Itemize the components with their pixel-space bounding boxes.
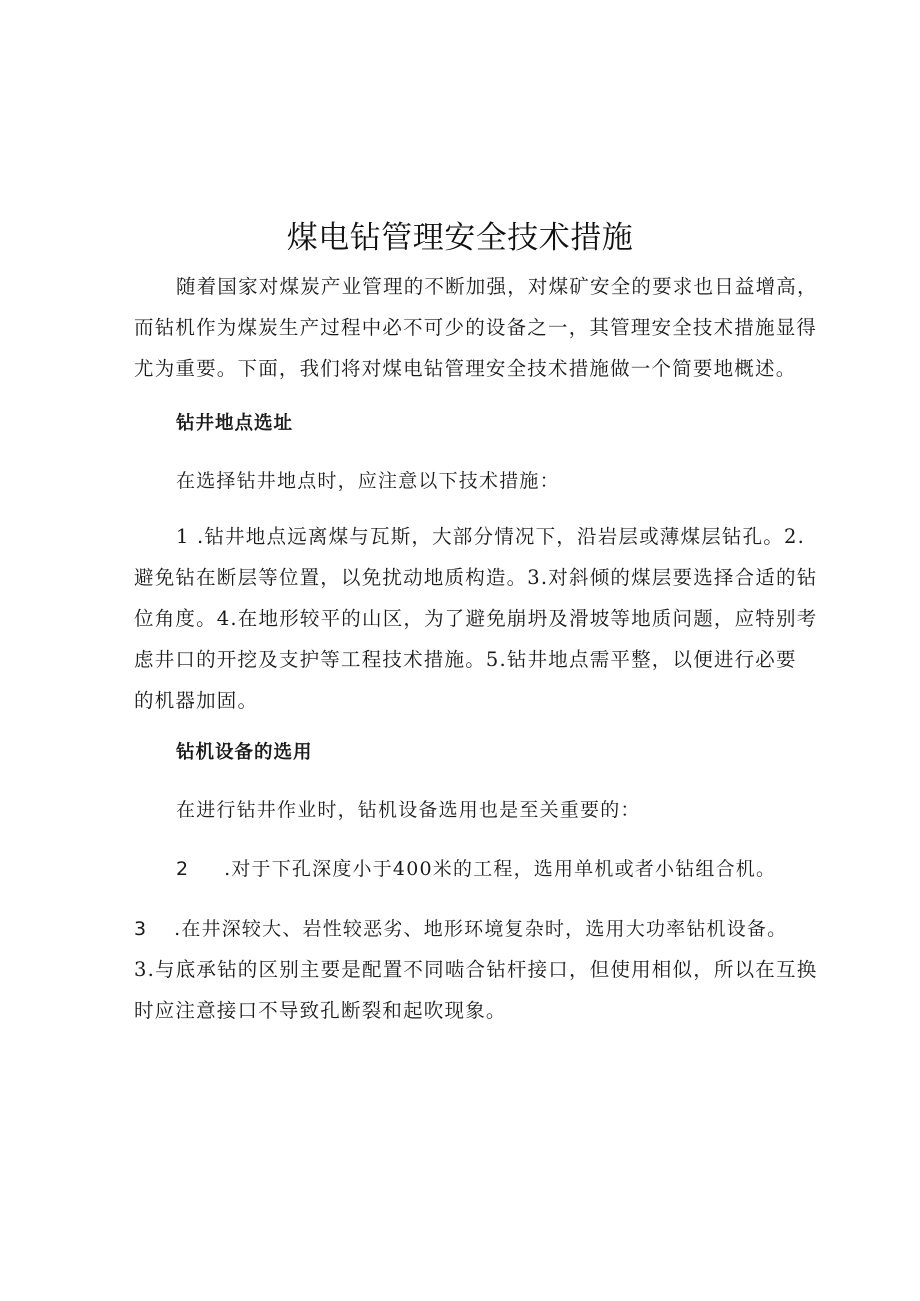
intro-line: 尤为重要。下面，我们将对煤电钻管理安全技术措施做一个简要地概述。 [134,357,797,380]
item-number: 3 [134,918,147,940]
list-line: 虑井口的开挖及支护等工程技术措施。5.钻井地点需平整，以便进行必要 [134,648,797,671]
intro-paragraph [134,266,818,389]
section1-lead-text: 在选择钻井地点时，应注意以下技术措施： [176,470,560,492]
document-title: 煤电钻管理安全技术措施 [286,220,634,256]
item-text: .在井深较大、岩性较恶劣、地形环境复杂时，选用大功率钻机设备。 [174,918,788,940]
section-heading-equipment-selection: 钻机设备的选用 [176,742,313,763]
intro-line: 随着国家对煤炭产业管理的不断加强，对煤矿安全的要求也日益增高， [176,275,818,298]
section-heading-site-selection: 钻井地点选址 [176,413,294,434]
section2-lead-text: 在进行钻井作业时，钻机设备选用也是至关重要的： [176,799,641,821]
continuation-line: 3.与底承钻的区别主要是配置不同啮合钻杆接口，但使用相似，所以在互换 [134,958,818,981]
site-selection-list [134,516,818,721]
continuation-line: 时应注意接口不导致孔断裂和起吹现象。 [134,999,507,1022]
list-line: 1 .钻井地点远离煤与瓦斯，大部分情况下，沿岩层或薄煤层钻孔。2. [176,525,806,548]
equipment-continuation-paragraph [134,949,818,1031]
equipment-item-3 [134,915,787,943]
equipment-item-2 [176,855,776,883]
item-number: 2 [176,858,189,880]
list-line: 的机器加固。 [134,689,259,712]
intro-line: 而钻机作为煤炭生产过程中必不可少的设备之一，其管理安全技术措施显得 [134,316,818,339]
item-text: .对于下孔深度小于400米的工程，选用单机或者小钻组合机。 [224,858,777,880]
list-line: 位角度。4.在地形较平的山区，为了避免崩坍及滑坡等地质问题，应特别考 [134,607,818,630]
list-line: 避免钻在断层等位置，以免扰动地质构造。3.对斜倾的煤层要选择合适的钻 [134,566,818,589]
